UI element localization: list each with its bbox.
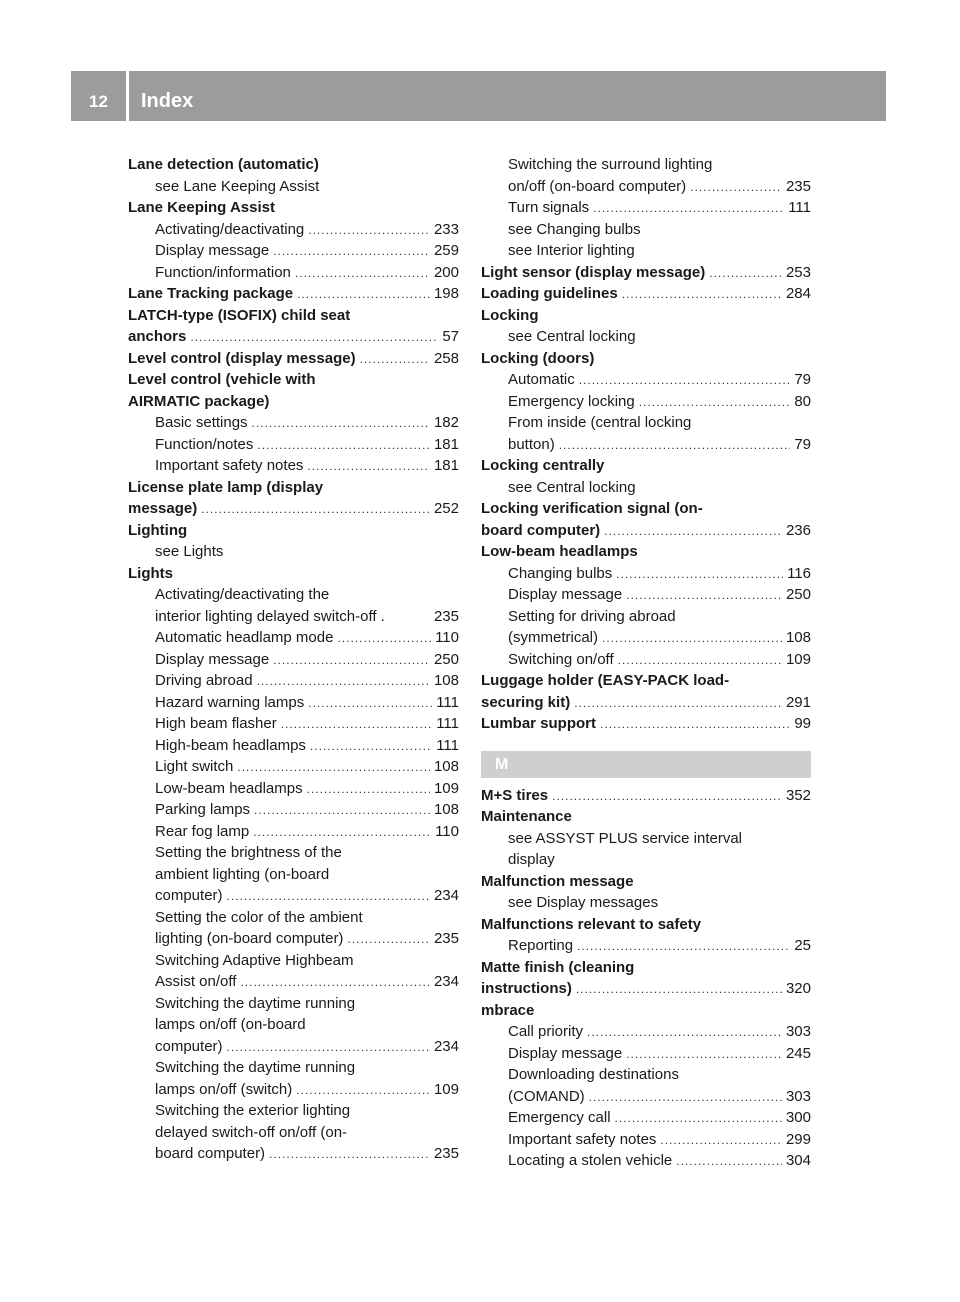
section-letter-heading: M — [481, 751, 811, 778]
entry-text: display — [508, 851, 555, 868]
entry-text: Light sensor (display message) — [481, 263, 706, 281]
dot-leader — [257, 435, 430, 456]
dot-leader — [307, 456, 430, 477]
dot-leader — [602, 628, 782, 649]
index-entry — [481, 670, 811, 692]
entry-text: Switching the surround lighting — [508, 156, 713, 173]
dot-leader — [295, 263, 430, 284]
page-reference[interactable]: 234 — [433, 973, 459, 990]
dot-leader — [273, 650, 430, 671]
dot-leader — [201, 499, 430, 520]
index-subentry — [481, 326, 811, 348]
index-entry — [481, 806, 811, 828]
entry-text: Important safety notes — [508, 1130, 657, 1148]
entry-text: Parking lamps — [155, 801, 251, 818]
dot-leader — [574, 693, 782, 714]
entry-text: Lane Keeping Assist — [128, 199, 275, 216]
dot-leader — [307, 779, 430, 800]
page-reference[interactable]: 111 — [436, 736, 459, 754]
entry-text: Setting the brightness of the — [155, 844, 342, 861]
index-column-right — [481, 154, 811, 1172]
entry-text: board computer) — [481, 521, 601, 539]
index-subentry — [128, 1036, 459, 1058]
dot-leader — [308, 693, 432, 714]
entry-text: Function/notes — [155, 435, 254, 453]
page-reference[interactable]: 245 — [785, 1044, 811, 1062]
entry-text: Downloading destinations — [508, 1066, 679, 1083]
entry-text: anchors — [128, 328, 187, 345]
page-reference[interactable]: 111 — [436, 715, 459, 732]
dot-leader — [618, 650, 782, 671]
dot-leader — [253, 822, 431, 843]
index-subentry — [128, 649, 459, 671]
index-subentry — [481, 892, 811, 914]
entry-text: Emergency call — [508, 1109, 611, 1126]
entry-text: Lighting — [128, 521, 188, 539]
index-entry — [128, 283, 459, 305]
entry-text: computer) — [155, 1037, 223, 1055]
dot-leader — [360, 349, 430, 370]
dot-leader — [589, 1087, 782, 1108]
index-subentry — [481, 935, 811, 957]
entry-text: see Display messages — [508, 894, 659, 911]
dot-leader — [281, 714, 432, 735]
entry-text: Locking verification signal (on- — [481, 500, 703, 517]
page-reference[interactable]: 300 — [785, 1109, 811, 1126]
index-subentry — [481, 434, 811, 456]
entry-text: see Central locking — [508, 328, 636, 345]
entry-text: AIRMATIC package) — [128, 392, 270, 410]
index-subentry — [481, 219, 811, 241]
index-entry — [481, 348, 811, 370]
entry-text: Matte finish (cleaning — [481, 958, 635, 976]
dot-leader — [559, 435, 791, 456]
dot-leader — [227, 1037, 430, 1058]
entry-text: lamps on/off (switch) — [155, 1080, 293, 1098]
entry-text: see Interior lighting — [508, 242, 635, 259]
entry-text: Function/information — [155, 263, 291, 281]
index-subentry — [128, 1143, 459, 1165]
dot-leader — [552, 786, 782, 807]
index-subentry — [128, 606, 459, 628]
entry-text: Rear fog lamp — [155, 822, 250, 840]
page-reference[interactable]: 291 — [785, 693, 811, 711]
page-reference[interactable]: 80 — [794, 392, 811, 410]
index-subentry — [128, 756, 459, 778]
entry-text: Changing bulbs — [508, 564, 613, 582]
entry-text: see Lane Keeping Assist — [155, 177, 320, 195]
index-entry — [128, 154, 459, 176]
page-reference[interactable]: 108 — [433, 758, 459, 775]
entry-text: Switching the exterior lighting — [155, 1102, 351, 1119]
index-subentry — [481, 176, 811, 198]
page-reference[interactable]: 303 — [785, 1087, 811, 1105]
entry-text: message) — [128, 500, 198, 517]
dot-leader — [347, 929, 430, 950]
entry-text: Automatic — [508, 371, 575, 388]
index-subentry — [128, 627, 459, 649]
page-reference[interactable]: 110 — [435, 629, 459, 646]
page-reference[interactable]: 235 — [433, 1145, 459, 1162]
page-reference[interactable]: 25 — [794, 937, 811, 954]
index-subentry — [128, 262, 459, 284]
page-reference[interactable]: 79 — [794, 435, 811, 453]
page-reference[interactable]: 284 — [785, 285, 811, 302]
index-entry — [481, 871, 811, 893]
index-subentry — [481, 477, 811, 499]
page-reference[interactable]: 235 — [785, 177, 811, 195]
page-reference[interactable]: 111 — [788, 199, 811, 216]
entry-text: interior lighting delayed switch-off . — [155, 607, 385, 625]
entry-text: Setting the color of the ambient — [155, 908, 363, 926]
index-entry — [128, 477, 459, 499]
page-reference[interactable]: 250 — [785, 586, 811, 603]
dot-leader — [579, 370, 791, 391]
index-subentry — [128, 584, 459, 606]
index-entry — [481, 713, 811, 735]
page-reference[interactable]: 109 — [785, 650, 811, 668]
page-reference[interactable]: 110 — [435, 822, 459, 840]
index-subentry — [481, 627, 811, 649]
index-subentry — [128, 778, 459, 800]
index-entry — [128, 348, 459, 370]
page-reference[interactable]: 200 — [433, 263, 459, 281]
entry-text: button) — [508, 435, 555, 453]
page-reference[interactable]: 116 — [787, 564, 811, 582]
index-subentry — [128, 434, 459, 456]
page-reference[interactable]: 234 — [433, 887, 459, 904]
index-column-left — [128, 154, 459, 1165]
dot-leader — [626, 585, 782, 606]
index-entry — [128, 563, 459, 585]
page-reference[interactable]: 181 — [433, 457, 459, 474]
index-entry — [481, 498, 811, 520]
index-subentry — [128, 993, 459, 1015]
entry-text: Switching the daytime running — [155, 994, 356, 1012]
entry-text: board computer) — [155, 1145, 266, 1162]
index-subentry — [481, 1064, 811, 1086]
index-entry — [481, 978, 811, 1000]
index-entry — [481, 520, 811, 542]
page-reference[interactable]: 304 — [785, 1152, 811, 1169]
index-subentry — [481, 1043, 811, 1065]
index-subentry — [481, 563, 811, 585]
index-subentry — [128, 412, 459, 434]
entry-text: Basic settings — [155, 414, 248, 431]
index-subentry — [481, 412, 811, 434]
index-entry — [128, 326, 459, 348]
entry-text: delayed switch-off on/off (on- — [155, 1123, 348, 1141]
entry-text: lamps on/off (on-board — [155, 1016, 306, 1033]
dot-leader — [237, 757, 430, 778]
entry-text: Call priority — [508, 1023, 584, 1040]
index-entry — [481, 541, 811, 563]
dot-leader — [257, 671, 430, 692]
index-entry — [481, 262, 811, 284]
dot-leader — [587, 1022, 782, 1043]
dot-leader — [296, 1080, 430, 1101]
page-reference[interactable]: 236 — [785, 521, 811, 539]
page-reference[interactable]: 108 — [433, 801, 459, 818]
dot-leader — [622, 284, 782, 305]
entry-text: Switching on/off — [508, 650, 614, 668]
index-subentry — [481, 584, 811, 606]
entry-text: Level control (display message) — [128, 349, 356, 367]
page-reference[interactable]: 250 — [433, 650, 459, 668]
dot-leader — [269, 1144, 430, 1165]
page-reference[interactable]: 198 — [433, 285, 459, 302]
entry-text: (COMAND) — [508, 1087, 585, 1105]
page-reference[interactable]: 108 — [433, 672, 459, 689]
dot-leader — [615, 1108, 782, 1129]
index-entry — [128, 498, 459, 520]
index-entry — [481, 455, 811, 477]
index-subentry — [481, 849, 811, 871]
dot-leader — [626, 1044, 782, 1065]
entry-text: Display message — [155, 650, 270, 668]
index-subentry — [481, 606, 811, 628]
header-divider — [126, 71, 129, 121]
entry-text: (symmetrical) — [508, 629, 598, 646]
entry-text: Setting for driving abroad — [508, 607, 676, 625]
page-reference[interactable]: 352 — [785, 786, 811, 804]
dot-leader — [690, 177, 782, 198]
page-reference[interactable]: 108 — [785, 629, 811, 646]
index-subentry — [128, 692, 459, 714]
entry-text: High-beam headlamps — [155, 736, 306, 754]
entry-text: License plate lamp (display — [128, 478, 324, 496]
dot-leader — [308, 220, 430, 241]
page-reference[interactable]: 235 — [433, 607, 459, 625]
index-entry — [481, 957, 811, 979]
entry-text: Lane Tracking package — [128, 285, 294, 302]
page-reference[interactable]: 182 — [433, 414, 459, 431]
page-header — [71, 71, 886, 121]
page-reference[interactable]: 299 — [785, 1130, 811, 1148]
index-entry — [128, 197, 459, 219]
entry-text: From inside (central locking — [508, 414, 692, 431]
index-subentry — [481, 828, 811, 850]
entry-text: see Changing bulbs — [508, 220, 641, 238]
page-reference[interactable]: 303 — [785, 1023, 811, 1040]
index-list-m — [481, 785, 811, 1172]
page-reference[interactable]: 259 — [433, 242, 459, 259]
entry-text: Malfunction message — [481, 872, 634, 890]
index-entry — [128, 391, 459, 413]
dot-leader — [576, 979, 782, 1000]
index-subentry — [128, 176, 459, 198]
index-subentry — [481, 1021, 811, 1043]
entry-text: Loading guidelines — [481, 285, 618, 302]
entry-text: Level control (vehicle with — [128, 371, 316, 388]
index-subentry — [128, 950, 459, 972]
entry-text: Locating a stolen vehicle — [508, 1152, 673, 1169]
index-subentry — [481, 1150, 811, 1172]
entry-text: Display message — [508, 1044, 623, 1062]
entry-text: High beam flasher — [155, 715, 277, 732]
page-reference[interactable]: 57 — [442, 328, 459, 345]
page-reference[interactable]: 181 — [433, 435, 459, 453]
entry-text: Light switch — [155, 758, 234, 775]
entry-text: Reporting — [508, 937, 574, 954]
page-reference[interactable]: 234 — [433, 1037, 459, 1055]
index-subentry — [128, 1122, 459, 1144]
entry-text: Malfunctions relevant to safety — [481, 915, 702, 933]
dot-leader — [254, 800, 430, 821]
entry-text: Luggage holder (EASY-PACK load- — [481, 672, 730, 689]
page-reference[interactable]: 111 — [436, 693, 459, 711]
index-subentry — [481, 649, 811, 671]
index-subentry — [128, 885, 459, 907]
entry-text: Locking centrally — [481, 457, 605, 474]
dot-leader — [273, 241, 430, 262]
page-reference[interactable]: 258 — [433, 349, 459, 367]
dot-leader — [227, 886, 430, 907]
entry-text: Low-beam headlamps — [155, 779, 303, 797]
dot-leader — [676, 1151, 782, 1172]
entry-text: mbrace — [481, 1001, 535, 1019]
dot-leader — [240, 972, 430, 993]
entry-text: ambient lighting (on-board — [155, 865, 330, 883]
entry-text: Activating/deactivating — [155, 220, 305, 238]
dot-leader — [604, 521, 782, 542]
entry-text: see Lights — [155, 543, 224, 560]
entry-text: Automatic headlamp mode — [155, 629, 334, 646]
index-subentry — [128, 821, 459, 843]
index-entry — [481, 785, 811, 807]
dot-leader — [660, 1130, 782, 1151]
dot-leader — [593, 198, 784, 219]
index-subentry — [128, 240, 459, 262]
entry-text: on/off (on-board computer) — [508, 177, 687, 195]
entry-text: Locking (doors) — [481, 349, 595, 367]
entry-text: instructions) — [481, 980, 572, 997]
index-subentry — [128, 455, 459, 477]
index-subentry — [481, 1129, 811, 1151]
dot-leader — [600, 714, 790, 735]
dot-leader — [297, 284, 430, 305]
entry-text: Maintenance — [481, 808, 572, 825]
entry-text: Important safety notes — [155, 457, 304, 474]
index-subentry — [481, 154, 811, 176]
index-entry — [128, 305, 459, 327]
dot-leader — [252, 413, 430, 434]
page-number: 12 — [89, 92, 108, 111]
index-subentry — [481, 197, 811, 219]
page-reference[interactable]: 233 — [433, 220, 459, 238]
index-subentry — [481, 369, 811, 391]
index-subentry — [128, 735, 459, 757]
index-subentry — [128, 971, 459, 993]
dot-leader — [310, 736, 432, 757]
index-subentry — [481, 391, 811, 413]
entry-text: Locking — [481, 306, 539, 324]
dot-leader — [709, 263, 782, 284]
entry-text: Low-beam headlamps — [481, 543, 638, 560]
entry-text: see ASSYST PLUS service interval — [508, 829, 742, 847]
page-reference[interactable]: 252 — [433, 500, 459, 517]
dot-leader — [190, 327, 438, 348]
entry-text: Lumbar support — [481, 715, 596, 732]
entry-text: Display message — [508, 586, 623, 603]
index-entry — [481, 1000, 811, 1022]
entry-text: Switching Adaptive Highbeam — [155, 951, 354, 969]
page-title: Index — [141, 90, 194, 112]
index-entry — [481, 692, 811, 714]
index-subentry — [128, 1100, 459, 1122]
entry-text: securing kit) — [481, 693, 571, 711]
entry-text: M+S tires — [481, 786, 549, 804]
page-reference[interactable]: 99 — [794, 715, 811, 732]
index-entry — [128, 520, 459, 542]
index-subentry — [128, 928, 459, 950]
entry-text: Assist on/off — [155, 973, 237, 990]
index-entry — [481, 914, 811, 936]
index-entry — [128, 369, 459, 391]
index-subentry — [128, 541, 459, 563]
index-subentry — [481, 1107, 811, 1129]
entry-text: Hazard warning lamps — [155, 693, 305, 711]
page-reference[interactable]: 109 — [433, 1080, 459, 1098]
index-subentry — [128, 864, 459, 886]
index-subentry — [128, 907, 459, 929]
page-reference[interactable]: 109 — [433, 779, 459, 797]
page-reference[interactable]: 320 — [785, 980, 811, 997]
dot-leader — [616, 564, 783, 585]
dot-leader — [577, 936, 790, 957]
entry-text: see Central locking — [508, 478, 636, 496]
entry-text: lighting (on-board computer) — [155, 930, 344, 947]
entry-text: Driving abroad — [155, 672, 253, 689]
dot-leader — [337, 628, 431, 649]
index-subentry — [128, 799, 459, 821]
index-subentry — [128, 219, 459, 241]
dot-leader — [639, 392, 791, 413]
entry-text: Lights — [128, 564, 173, 582]
entry-text: Display message — [155, 242, 270, 259]
entry-text: Switching the daytime running — [155, 1059, 356, 1076]
index-entry — [481, 305, 811, 327]
index-entry — [481, 283, 811, 305]
page-reference[interactable]: 253 — [785, 263, 811, 281]
index-list-l-continued — [481, 154, 811, 735]
entry-text: LATCH-type (ISOFIX) child seat — [128, 306, 351, 324]
index-subentry — [128, 713, 459, 735]
entry-text: Turn signals — [508, 199, 590, 216]
index-subentry — [128, 1079, 459, 1101]
index-subentry — [128, 1014, 459, 1036]
index-subentry — [481, 1086, 811, 1108]
entry-text: Emergency locking — [508, 392, 635, 410]
page-reference[interactable]: 79 — [794, 371, 811, 388]
index-subentry — [128, 1057, 459, 1079]
index-subentry — [128, 842, 459, 864]
index-subentry — [481, 240, 811, 262]
index-subentry — [128, 670, 459, 692]
page-reference[interactable]: 235 — [433, 930, 459, 947]
entry-text: computer) — [155, 887, 223, 904]
entry-text: Lane detection (automatic) — [128, 156, 319, 173]
entry-text: Activating/deactivating the — [155, 586, 330, 603]
